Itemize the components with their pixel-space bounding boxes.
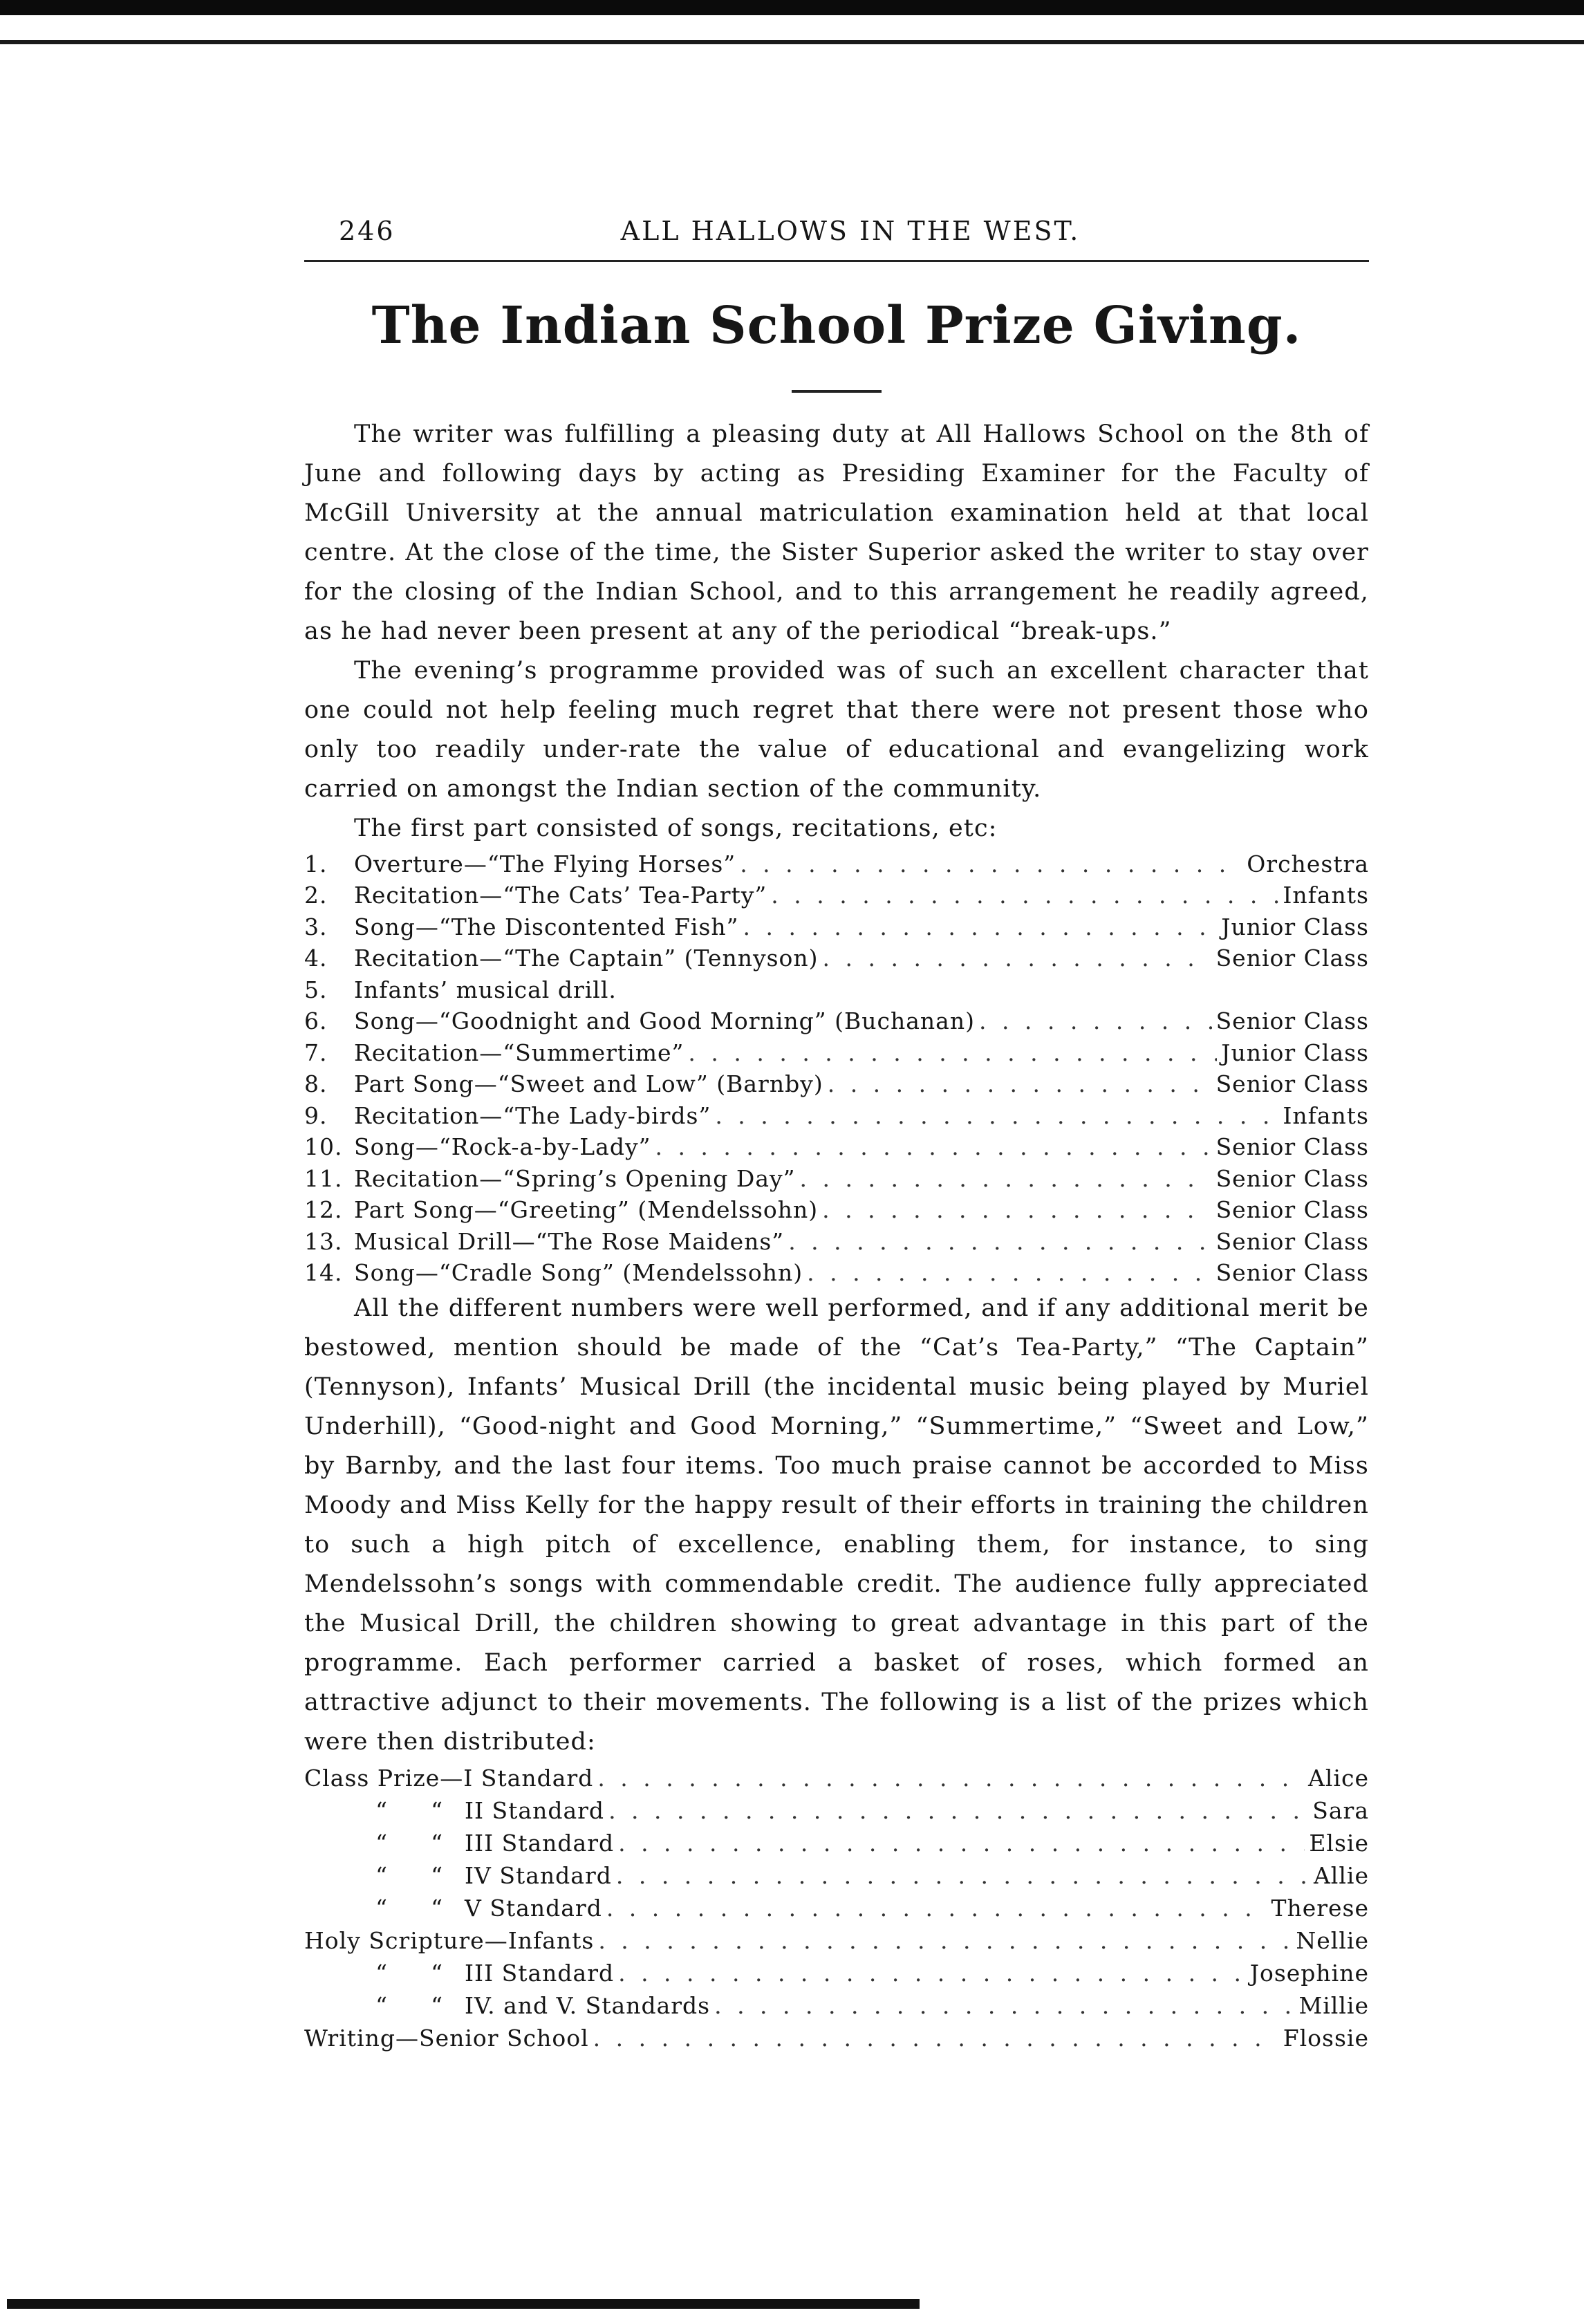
prize-label: IV. and V. Standards [465,1991,711,2019]
paragraph-review: All the different numbers were well performed, and if any additional merit be bestowed, mention should be made of the “Cat’s Tea-Party,” “The Captain” (Tennyson), Infants’ Musical Drill (the incidental music being played by Muriel Underhill), “Good-night and Good Morning,” “Summertime,” “Sweet and Low,” by Barnby, and the last four items. Too much praise cannot be accorded to Miss Moody and Miss Kelly for the happy result of their efforts in training the children to such a high pitch of excellence, enabling them, for instance, to sing Mendelssohn’s songs with commendable credit. The audience fully appreciated the Musical Drill, the children showing to great advantage in this part of the programme. Each performer carried a basket of roses, which formed an attractive adjunct to their movements. The following is a list of the prizes which were then distributed: [304,1294,1369,1756]
item-performer: Orchestra [1247,850,1369,877]
programme-item [304,1226,1369,1258]
programme-item [304,848,1369,880]
prize-row [304,1827,1369,1859]
item-title: Recitation—“The Lady-birds” [354,1101,711,1129]
prize-row [304,1989,1369,2022]
dot-leader [715,1100,1278,1132]
programme-item [304,880,1369,911]
title-rule [792,390,882,393]
item-title: Overture—“The Flying Horses” [354,850,736,877]
paragraph-intro: The writer was fulfilling a pleasing duty at All Hallows School on the 8th of June and following days by acting as Presiding Examiner for the Faculty of McGill University at the annual matriculation examination held at that local centre. At the close of the time, the Sister Superior asked the writer to stay over for the closing of the Indian School, and to this arrangement he readily agreed, as he had never been present at any of the periodical “break-ups.” [304,420,1369,645]
ditto-mark: “ [375,1861,388,1889]
ditto-mark: “ [375,1829,388,1857]
programme-list [304,848,1369,1289]
dot-leader [598,1924,1292,1957]
dot-leader [800,1163,1212,1195]
item-title: Part Song—“Sweet and Low” (Barnby) [354,1070,823,1098]
prize-row [304,1957,1369,1989]
item-title: Musical Drill—“The Rose Maidens” [354,1227,785,1255]
page-body [304,207,1369,2054]
prize-label: Class Prize—I Standard [304,1764,594,1792]
paragraph-programme: The evening’s programme provided was of such an excellent character that one could not help feeling much regret that there were not present those who only too readily under-rate the value of educational and evangelizing work carried on amongst the Indian section of the community. [304,656,1369,803]
prize-label: II Standard [465,1796,605,1824]
item-performer: Senior Class [1215,1259,1369,1287]
article-title: The Indian School Prize Giving. [371,296,1302,355]
item-title: Song—“Rock-a-by-Lady” [354,1133,651,1161]
dot-leader [714,1989,1294,2022]
dot-leader [606,1892,1267,1924]
item-number: 6. [304,1007,328,1035]
item-number: 2. [304,882,328,909]
dot-leader [743,911,1218,943]
ditto-mark: “ [431,1796,443,1824]
bottom-border-rule [7,2299,920,2309]
dot-leader [608,1794,1308,1827]
item-title: Song—“The Discontented Fish” [354,913,739,940]
prize-row [304,2022,1369,2054]
prize-label: III Standard [465,1829,615,1857]
programme-item [304,1068,1369,1100]
prize-list [304,1762,1369,2054]
item-performer: Junior Class [1221,1039,1369,1066]
programme-item [304,911,1369,943]
item-performer: Infants [1283,882,1369,909]
prize-label: IV Standard [465,1861,612,1889]
ditto-mark: “ [375,1894,388,1922]
programme-item [304,1163,1369,1195]
item-number: 8. [304,1070,328,1098]
ditto-mark: “ [431,1861,443,1889]
page-number: 246 [339,216,395,246]
top-border-rule-thin [0,40,1584,44]
dot-leader [828,1068,1212,1100]
prize-winner: Sara [1312,1796,1369,1824]
programme-item [304,974,1369,1006]
dot-leader [616,1859,1310,1892]
item-number: 13. [304,1227,343,1255]
item-number: 3. [304,913,328,940]
ditto-mark: “ [431,1959,443,1987]
prize-label: Holy Scripture—Infants [304,1926,595,1954]
ditto-mark: “ [375,1796,388,1824]
prize-label: V Standard [465,1894,602,1922]
programme-item [304,1100,1369,1132]
item-performer: Senior Class [1215,1227,1369,1255]
item-title: Recitation—“Spring’s Opening Day” [354,1164,796,1192]
item-number: 12. [304,1196,343,1224]
prize-row [304,1924,1369,1957]
item-number: 14. [304,1259,343,1287]
item-title: Recitation—“Summertime” [354,1039,684,1066]
dot-leader [788,1226,1211,1258]
dot-leader [688,1037,1217,1069]
running-title: ALL HALLOWS IN THE WEST. [620,216,1081,246]
programme-item [304,1257,1369,1289]
running-head [304,207,1369,260]
dot-leader [823,942,1212,974]
item-performer: Senior Class [1215,1133,1369,1161]
item-performer: Senior Class [1215,945,1369,972]
item-number: 7. [304,1039,328,1066]
item-performer: Senior Class [1215,1164,1369,1192]
dot-leader [655,1131,1211,1163]
ditto-mark: “ [375,1959,388,1987]
dot-leader [618,1957,1246,1989]
item-performer: Infants [1283,1101,1369,1129]
ditto-mark: “ [375,1991,388,2019]
dot-leader [771,880,1278,911]
item-title: Part Song—“Greeting” (Mendelssohn) [354,1196,819,1224]
ditto-mark: “ [431,1991,443,2019]
prize-winner: Millie [1298,1991,1369,2019]
header-rule [304,260,1369,262]
ditto-mark: “ [431,1829,443,1857]
prize-row [304,1892,1369,1924]
prize-label: III Standard [465,1959,615,1987]
prize-winner: Elsie [1309,1829,1369,1857]
prize-label: Writing—Senior School [304,2024,589,2052]
prize-row [304,1794,1369,1827]
dot-leader [807,1257,1211,1289]
item-number: 5. [304,976,328,1003]
prize-winner: Therese [1271,1894,1369,1922]
programme-item [304,1005,1369,1037]
item-title: Song—“Goodnight and Good Morning” (Buchanan) [354,1007,975,1035]
prize-winner: Nellie [1296,1926,1369,1954]
item-number: 10. [304,1133,343,1161]
programme-item [304,1194,1369,1226]
programme-item [304,1037,1369,1069]
top-border-rule [0,0,1584,15]
prize-row [304,1859,1369,1892]
programme-item [304,1131,1369,1163]
prize-winner: Josephine [1249,1959,1369,1987]
prize-row [304,1762,1369,1794]
paragraph-first-part: The first part consisted of songs, recitations, etc: [354,814,998,842]
dot-leader [597,1762,1304,1794]
dot-leader [618,1827,1305,1859]
prize-winner: Alice [1308,1764,1369,1792]
ditto-mark: “ [431,1894,443,1922]
prize-winner: Flossie [1283,2024,1369,2052]
programme-item [304,942,1369,974]
item-number: 1. [304,850,328,877]
dot-leader [822,1194,1211,1226]
dot-leader [740,848,1242,880]
item-performer: Senior Class [1215,1007,1369,1035]
item-title: Recitation—“The Cats’ Tea-Party” [354,882,767,909]
item-number: 11. [304,1164,343,1192]
item-performer: Senior Class [1215,1070,1369,1098]
item-number: 4. [304,945,328,972]
dot-leader [593,2022,1279,2054]
item-title: Infants’ musical drill. [354,976,617,1003]
item-title: Recitation—“The Captain” (Tennyson) [354,945,819,972]
item-performer: Senior Class [1215,1196,1369,1224]
item-performer: Junior Class [1221,913,1369,940]
dot-leader [979,1005,1212,1037]
prize-winner: Allie [1313,1861,1369,1889]
item-number: 9. [304,1101,328,1129]
item-title: Song—“Cradle Song” (Mendelssohn) [354,1259,803,1287]
